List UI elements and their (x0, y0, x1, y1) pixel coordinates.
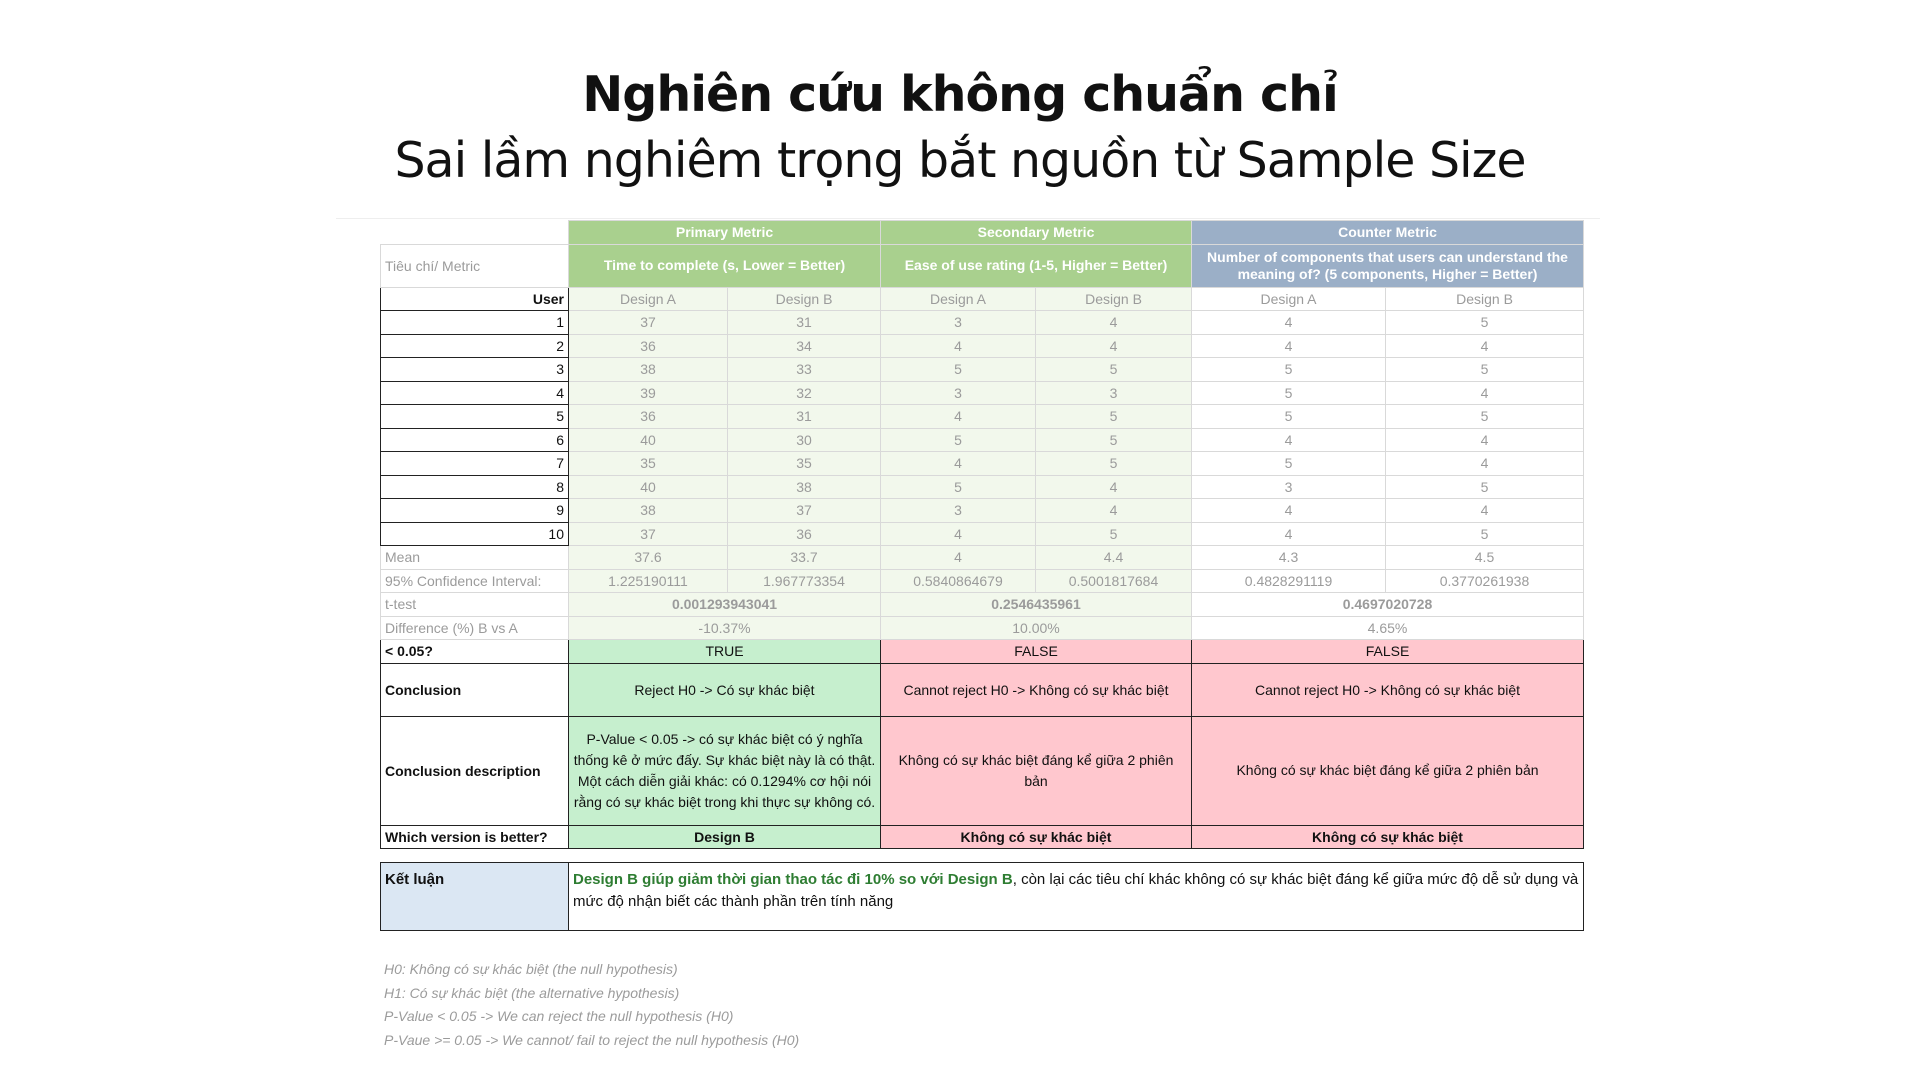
group-header: Primary Metric (569, 221, 881, 245)
ci-cell: 0.5840864679 (881, 569, 1036, 593)
value-cell: 37 (728, 499, 881, 523)
value-cell: 4 (1386, 452, 1584, 476)
value-cell: 4 (1192, 428, 1386, 452)
value-cell: 4 (1386, 428, 1584, 452)
conclusion-box-label: Kết luận (381, 863, 569, 931)
description-row (381, 716, 1584, 825)
value-cell: 4 (1192, 522, 1386, 546)
metric-header: Ease of use rating (1-5, Higher = Better) (881, 244, 1192, 287)
value-cell: 30 (728, 428, 881, 452)
ci-cell: 1.967773354 (728, 569, 881, 593)
note-line: H1: Có sự khác biệt (the alternative hypothesis) (384, 984, 680, 1001)
better-cell: Không có sự khác biệt (1192, 825, 1584, 849)
user-row (381, 334, 1584, 358)
conclusion-row (381, 663, 1584, 716)
description-cell: Không có sự khác biệt đáng kể giữa 2 phiên bản (1192, 716, 1584, 825)
criteria-label: Tiêu chí/ Metric (381, 244, 569, 287)
design-header-row (381, 287, 1584, 311)
value-cell: 4 (1192, 499, 1386, 523)
ttest-label: t-test (381, 593, 569, 617)
user-id: 1 (381, 311, 569, 335)
page-subtitle: Sai lầm nghiêm trọng bắt nguồn từ Sample Size (394, 132, 1526, 189)
group-header: Secondary Metric (881, 221, 1192, 245)
significance-cell: FALSE (881, 640, 1192, 664)
user-id: 6 (381, 428, 569, 452)
value-cell: 38 (728, 475, 881, 499)
value-cell: 37 (569, 522, 728, 546)
ttest-cell: 0.4697020728 (1192, 593, 1584, 617)
header-spacer (381, 221, 569, 245)
value-cell: 35 (569, 452, 728, 476)
value-cell: 38 (569, 358, 728, 382)
description-label: Conclusion description (381, 716, 569, 825)
better-cell: Không có sự khác biệt (881, 825, 1192, 849)
value-cell: 4 (881, 334, 1036, 358)
better-row (381, 825, 1584, 849)
value-cell: 4 (881, 522, 1036, 546)
diff-cell: 4.65% (1192, 616, 1584, 640)
value-cell: 5 (1386, 405, 1584, 429)
mean-cell: 4.4 (1036, 546, 1192, 570)
significance-cell: TRUE (569, 640, 881, 664)
diff-cell: 10.00% (881, 616, 1192, 640)
value-cell: 5 (881, 475, 1036, 499)
header-group-row (381, 221, 1584, 245)
user-row (381, 499, 1584, 523)
note-line: P-Vaue >= 0.05 -> We cannot/ fail to reject the null hypothesis (H0) (384, 1031, 800, 1048)
value-cell: 36 (728, 522, 881, 546)
ttest-cell: 0.001293943041 (569, 593, 881, 617)
value-cell: 4 (1036, 334, 1192, 358)
conclusion-box-text (569, 863, 1584, 931)
value-cell: 31 (728, 405, 881, 429)
value-cell: 4 (1386, 334, 1584, 358)
value-cell: 5 (1036, 358, 1192, 382)
value-cell: 4 (1036, 311, 1192, 335)
conclusion-cell: Reject H0 -> Có sự khác biệt (569, 663, 881, 716)
user-id: 9 (381, 499, 569, 523)
value-cell: 5 (1192, 405, 1386, 429)
value-cell: 40 (569, 475, 728, 499)
user-row (381, 452, 1584, 476)
title-divider (336, 218, 1600, 219)
value-cell: 4 (881, 405, 1036, 429)
ci-label: 95% Confidence Interval: (381, 569, 569, 593)
value-cell: 5 (1036, 428, 1192, 452)
value-cell: 4 (1192, 334, 1386, 358)
value-cell: 3 (1192, 475, 1386, 499)
conclusion-cell: Cannot reject H0 -> Không có sự khác biệt (881, 663, 1192, 716)
value-cell: 31 (728, 311, 881, 335)
user-id: 3 (381, 358, 569, 382)
ci-row (381, 569, 1584, 593)
value-cell: 5 (1192, 381, 1386, 405)
value-cell: 34 (728, 334, 881, 358)
ci-cell: 0.5001817684 (1036, 569, 1192, 593)
diff-row (381, 616, 1584, 640)
significance-label: < 0.05? (381, 640, 569, 664)
group-header: Counter Metric (1192, 221, 1584, 245)
user-row (381, 405, 1584, 429)
ci-cell: 0.4828291119 (1192, 569, 1386, 593)
note-line: H0: Không có sự khác biệt (the null hypothesis) (384, 961, 678, 977)
mean-cell: 4.5 (1386, 546, 1584, 570)
value-cell: 35 (728, 452, 881, 476)
user-label: User (381, 287, 569, 311)
conclusion-label: Conclusion (381, 663, 569, 716)
metric-header: Number of components that users can understand the meaning of? (5 components, Higher = Better) (1192, 244, 1584, 287)
value-cell: 4 (881, 452, 1036, 476)
diff-label: Difference (%) B vs A (381, 616, 569, 640)
results-table (380, 220, 1584, 849)
user-id: 10 (381, 522, 569, 546)
value-cell: 36 (569, 334, 728, 358)
design-header: Design B (1036, 287, 1192, 311)
mean-label: Mean (381, 546, 569, 570)
description-cell: P-Value < 0.05 -> có sự khác biệt có ý nghĩa thống kê ở mức đấy. Sự khác biệt này là có thật. Một cách diễn giải khác: có 0.1294% cơ hội nói rằng có sự khác biệt trong khi thực sự không có. (569, 716, 881, 825)
user-id: 2 (381, 334, 569, 358)
conclusion-rest: , còn lại các tiêu chí khác không có sự khác biệt đáng kể giữa mức độ dễ sử dụng và mức độ nhận biết các thành phần trên tính năng (573, 871, 1579, 910)
hypothesis-notes (384, 958, 799, 1052)
value-cell: 4 (1036, 499, 1192, 523)
design-header: Design B (1386, 287, 1584, 311)
value-cell: 5 (881, 428, 1036, 452)
description-cell: Không có sự khác biệt đáng kể giữa 2 phiên bản (881, 716, 1192, 825)
value-cell: 4 (1192, 311, 1386, 335)
metric-header: Time to complete (s, Lower = Better) (569, 244, 881, 287)
mean-cell: 4 (881, 546, 1036, 570)
user-id: 7 (381, 452, 569, 476)
value-cell: 36 (569, 405, 728, 429)
value-cell: 5 (1386, 358, 1584, 382)
value-cell: 33 (728, 358, 881, 382)
user-row (381, 358, 1584, 382)
design-header: Design A (569, 287, 728, 311)
mean-row (381, 546, 1584, 570)
user-row (381, 522, 1584, 546)
value-cell: 37 (569, 311, 728, 335)
design-header: Design B (728, 287, 881, 311)
ttest-cell: 0.2546435961 (881, 593, 1192, 617)
value-cell: 4 (1036, 475, 1192, 499)
value-cell: 4 (1386, 381, 1584, 405)
ci-cell: 1.225190111 (569, 569, 728, 593)
user-row (381, 428, 1584, 452)
value-cell: 4 (1386, 499, 1584, 523)
better-label: Which version is better? (381, 825, 569, 849)
user-id: 4 (381, 381, 569, 405)
value-cell: 5 (1192, 452, 1386, 476)
value-cell: 32 (728, 381, 881, 405)
user-row (381, 311, 1584, 335)
conclusion-box (380, 862, 1584, 931)
value-cell: 5 (1192, 358, 1386, 382)
value-cell: 5 (1036, 452, 1192, 476)
value-cell: 38 (569, 499, 728, 523)
value-cell: 5 (1036, 522, 1192, 546)
mean-cell: 37.6 (569, 546, 728, 570)
significance-cell: FALSE (1192, 640, 1584, 664)
ci-cell: 0.3770261938 (1386, 569, 1584, 593)
conclusion-cell: Cannot reject H0 -> Không có sự khác biệt (1192, 663, 1584, 716)
value-cell: 40 (569, 428, 728, 452)
user-row (381, 381, 1584, 405)
user-id: 8 (381, 475, 569, 499)
design-header: Design A (881, 287, 1036, 311)
user-row (381, 475, 1584, 499)
value-cell: 3 (881, 311, 1036, 335)
value-cell: 5 (1386, 522, 1584, 546)
note-line: P-Value < 0.05 -> We can reject the null hypothesis (H0) (384, 1008, 734, 1024)
conclusion-highlight: Design B giúp giảm thời gian thao tác đi 10% so với Design B (573, 871, 1013, 888)
better-cell: Design B (569, 825, 881, 849)
mean-cell: 4.3 (1192, 546, 1386, 570)
significance-row (381, 640, 1584, 664)
diff-cell: -10.37% (569, 616, 881, 640)
ttest-row (381, 593, 1584, 617)
value-cell: 3 (881, 381, 1036, 405)
value-cell: 3 (881, 499, 1036, 523)
value-cell: 5 (1386, 475, 1584, 499)
header-metric-row (381, 244, 1584, 287)
value-cell: 5 (881, 358, 1036, 382)
value-cell: 5 (1386, 311, 1584, 335)
value-cell: 39 (569, 381, 728, 405)
page-title: Nghiên cứu không chuẩn chỉ (582, 66, 1338, 123)
value-cell: 3 (1036, 381, 1192, 405)
user-id: 5 (381, 405, 569, 429)
mean-cell: 33.7 (728, 546, 881, 570)
value-cell: 5 (1036, 405, 1192, 429)
design-header: Design A (1192, 287, 1386, 311)
